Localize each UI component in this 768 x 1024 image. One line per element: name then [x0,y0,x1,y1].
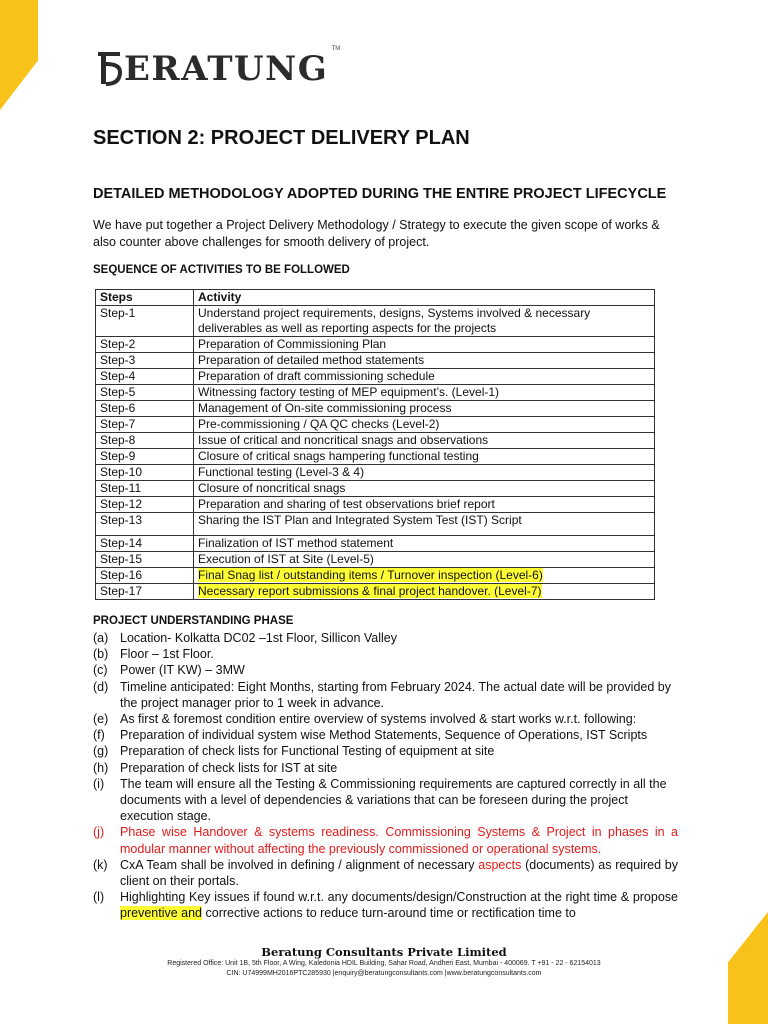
step-cell: Step-9 [96,449,194,465]
list-item [93,857,678,889]
activity-cell [194,568,655,584]
step-cell: Step-8 [96,433,194,449]
list-item [93,776,678,825]
activity-cell [194,385,655,401]
step-cell: Step-14 [96,536,194,552]
table-row [96,497,655,513]
list-item-label: (c) [93,663,108,678]
activity-column-header: Activity [194,290,655,306]
activity-cell [194,465,655,481]
activity-cell [194,584,655,600]
step-cell: Step-7 [96,417,194,433]
step-cell: Step-5 [96,385,194,401]
footer-company-name: Beratung Consultants Private Limited [261,945,507,959]
list-item-text-part: (documents) as required by client on their portals. [120,857,678,889]
activity-text: Execution of IST at Site (Level-5) [198,552,374,566]
trademark-symbol: TM [331,46,341,52]
activity-text: Issue of critical and noncritical snags and observations [198,433,489,447]
step-cell: Step-11 [96,481,194,497]
activity-cell [194,449,655,465]
table-row [96,385,655,401]
table-row [96,337,655,353]
table-row [96,353,655,369]
list-item-text: As first & foremost condition entire overview of systems involved & start works w.r.t. following: [120,712,637,727]
activity-text: Preparation of detailed method statements [198,353,425,367]
step-cell: Step-4 [96,369,194,385]
activity-text: Management of On-site commissioning process [198,401,452,415]
activity-text: Sharing the IST Plan and Integrated System Test (IST) Script [198,513,522,527]
table-row [96,369,655,385]
list-item-text [120,889,678,921]
table-row [96,465,655,481]
list-item-label: (g) [93,744,109,759]
list-item-text-red: aspects [478,857,522,872]
list-item-text: Preparation of check lists for IST at site [120,760,338,775]
table-row [96,433,655,449]
list-item-label: (h) [93,760,109,775]
list-item [93,889,678,921]
activity-cell [194,353,655,369]
list-item-text: Preparation of individual system wise Method Statements, Sequence of Operations, IST Scripts [120,728,648,743]
list-item [93,824,678,856]
list-item-label: (j) [93,825,105,840]
activity-text: Preparation of draft commissioning schedule [198,369,435,383]
list-item-text: Phase wise Handover & systems readiness. Commissioning Systems & Project in phases in a modular manner without affecting the previously commissioned or operational systems. [120,825,678,856]
logo-b-mark-icon [96,50,126,86]
activity-cell [194,497,655,513]
table-row [96,401,655,417]
table-header-row [96,290,655,306]
list-item [93,630,678,646]
activity-text: Understand project requirements, designs, Systems involved & necessary deliverables as well as reporting aspects for the projects [198,306,591,335]
intro-paragraph: We have put together a Project Delivery Methodology / Strategy to execute the given scope of works & also counter above challenges for smooth delivery of project. [93,218,660,249]
table-row [96,536,655,552]
step-cell: Step-16 [96,568,194,584]
list-item-text: Preparation of check lists for Functional Testing of equipment at site [120,744,495,759]
corner-accent-top-left [0,0,38,110]
step-cell: Step-1 [96,306,194,337]
table-row [96,513,655,536]
list-item-text [120,857,678,889]
activity-cell [194,306,655,337]
list-item-text: The team will ensure all the Testing & Commissioning requirements are captured correctly in all the documents with a level of dependencies & variations that can be foreseen during the project execution stage. [120,776,667,824]
list-item-label: (d) [93,679,109,694]
activities-table-body [96,306,655,600]
activity-text: Closure of noncritical snags [198,481,346,495]
table-row [96,584,655,600]
section-title: SECTION 2: PROJECT DELIVERY PLAN [93,127,470,149]
list-item-label: (e) [93,712,109,727]
activity-text: Necessary report submissions & final project handover. (Level-7) [198,584,542,598]
list-item-label: (l) [93,890,105,905]
activity-text: Functional testing (Level-3 & 4) [198,465,365,479]
list-item-label: (i) [93,776,105,791]
activity-text: Witnessing factory testing of MEP equipment’s. (Level-1) [198,385,500,399]
activity-cell [194,552,655,568]
table-row [96,306,655,337]
phase-list [93,630,678,922]
list-item-text-highlight: preventive and [120,906,203,921]
company-logo [96,40,341,89]
steps-column-header: Steps [96,290,194,306]
list-item [93,646,678,662]
activity-text: Preparation of Commissioning Plan [198,337,387,351]
list-item-label: (k) [93,857,108,872]
table-row [96,552,655,568]
list-item [93,711,678,727]
list-item [93,679,678,711]
list-item-text-part: CxA Team shall be involved in defining / alignment of necessary [120,857,479,872]
list-item-text: Timeline anticipated: Eight Months, starting from February 2024. The actual date will be provided by the project manager prior to 1 week in advance. [120,679,671,710]
table-row [96,568,655,584]
logo-wordmark: ERATUNG [124,49,329,89]
step-cell: Step-3 [96,353,194,369]
activity-text: Finalization of IST method statement [198,536,394,550]
activity-cell [194,433,655,449]
list-item-label: (b) [93,647,109,662]
list-item-text: Location- Kolkatta DC02 –1st Floor, Sillicon Valley [120,631,397,645]
list-item-text: Power (IT KW) – 3MW [120,663,245,678]
phase-heading: PROJECT UNDERSTANDING PHASE [93,615,294,627]
step-cell: Step-2 [96,337,194,353]
step-cell: Step-12 [96,497,194,513]
activity-text: Final Snag list / outstanding items / Turnover inspection (Level-6) [198,568,543,582]
activity-cell [194,536,655,552]
step-cell: Step-17 [96,584,194,600]
list-item-text: Floor – 1st Floor. [120,647,214,662]
footer-contact: CIN: U74999MH2016PTC285930 |enquiry@beratungconsultants.com |www.beratungconsultants.com [226,970,542,977]
table-row [96,449,655,465]
activity-cell [194,513,655,536]
step-cell: Step-13 [96,513,194,536]
list-item-text-part: Highlighting Key issues if found w.r.t. any documents/design/Construction at the right time & propose [120,890,678,905]
activity-text: Closure of critical snags hampering functional testing [198,449,479,463]
list-item-text-part: corrective actions to reduce turn-around time or rectification time to [202,906,576,921]
activity-cell [194,481,655,497]
activity-text: Preparation and sharing of test observations brief report [198,497,495,511]
list-item [93,760,678,776]
list-item [93,662,678,678]
footer-address: Registered Office: Unit 1B, 5th Floor, A Wing, Kaledonia HDIL Building, Sahar Road, Andheri East, Mumbai - 400069. T +91 - 22 - 62154013 [167,960,601,967]
table-row [96,481,655,497]
step-cell: Step-15 [96,552,194,568]
activity-cell [194,337,655,353]
list-item [93,727,678,743]
table-row [96,417,655,433]
methodology-heading: DETAILED METHODOLOGY ADOPTED DURING THE ENTIRE PROJECT LIFECYCLE [93,186,667,202]
activity-cell [194,369,655,385]
sequence-heading: SEQUENCE OF ACTIVITIES TO BE FOLLOWED [93,264,350,276]
page-footer [0,945,768,979]
step-cell: Step-6 [96,401,194,417]
list-item-label: (f) [93,728,105,743]
activities-table [95,289,655,600]
step-cell: Step-10 [96,465,194,481]
list-item-label: (a) [93,631,109,645]
activity-text: Pre-commissioning / QA QC checks (Level-2) [198,417,440,431]
list-item [93,743,678,759]
activity-cell [194,417,655,433]
activity-cell [194,401,655,417]
